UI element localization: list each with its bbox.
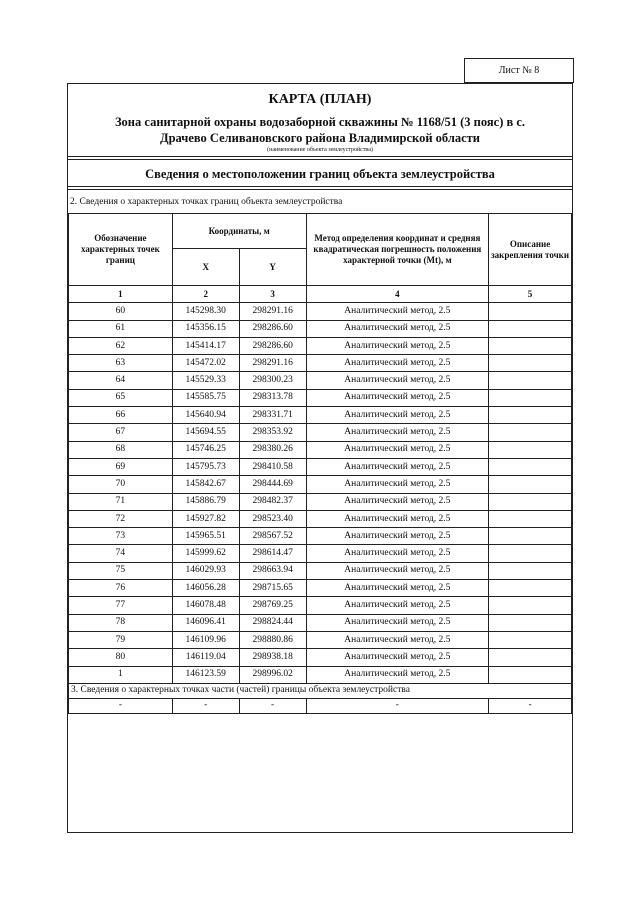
description-cell bbox=[489, 303, 572, 320]
y-coordinate-cell: 298996.02 bbox=[239, 666, 306, 683]
x-coordinate-cell: 146119.04 bbox=[172, 649, 239, 666]
point-id-cell: 67 bbox=[69, 424, 173, 441]
method-cell: Аналитический метод, 2.5 bbox=[306, 303, 489, 320]
x-coordinate-cell: 146056.28 bbox=[172, 580, 239, 597]
y-coordinate-cell: 298567.52 bbox=[239, 528, 306, 545]
y-coordinate-cell: 298880.86 bbox=[239, 631, 306, 648]
point-id-cell: 70 bbox=[69, 476, 173, 493]
section3-cell: - bbox=[239, 698, 306, 713]
description-cell bbox=[489, 528, 572, 545]
point-id-cell: 64 bbox=[69, 372, 173, 389]
x-coordinate-cell: 145529.33 bbox=[172, 372, 239, 389]
x-coordinate-cell: 145414.17 bbox=[172, 337, 239, 354]
x-coordinate-cell: 145298.30 bbox=[172, 303, 239, 320]
point-id-cell: 78 bbox=[69, 614, 173, 631]
y-coordinate-cell: 298331.71 bbox=[239, 407, 306, 424]
header-method: Метод определения координат и средняя квадратическая погрешность положения характерной точки (Mt), м bbox=[306, 214, 489, 286]
description-cell bbox=[489, 562, 572, 579]
col-num-5: 5 bbox=[489, 286, 572, 303]
description-cell bbox=[489, 614, 572, 631]
point-id-cell: 80 bbox=[69, 649, 173, 666]
y-coordinate-cell: 298482.37 bbox=[239, 493, 306, 510]
y-coordinate-cell: 298291.16 bbox=[239, 303, 306, 320]
y-coordinate-cell: 298353.92 bbox=[239, 424, 306, 441]
method-cell: Аналитический метод, 2.5 bbox=[306, 407, 489, 424]
y-coordinate-cell: 298313.78 bbox=[239, 389, 306, 406]
section2-caption: 2. Сведения о характерных точках границ объекта землеустройства bbox=[70, 197, 343, 207]
point-id-cell: 72 bbox=[69, 510, 173, 527]
y-coordinate-cell: 298824.44 bbox=[239, 614, 306, 631]
method-cell: Аналитический метод, 2.5 bbox=[306, 389, 489, 406]
table-row bbox=[69, 614, 572, 631]
map-title: КАРТА (ПЛАН) bbox=[268, 92, 372, 107]
y-coordinate-cell: 298300.23 bbox=[239, 372, 306, 389]
description-cell bbox=[489, 407, 572, 424]
x-coordinate-cell: 145965.51 bbox=[172, 528, 239, 545]
x-coordinate-cell: 145795.73 bbox=[172, 458, 239, 475]
x-coordinate-cell: 145927.82 bbox=[172, 510, 239, 527]
point-id-cell: 79 bbox=[69, 631, 173, 648]
method-cell: Аналитический метод, 2.5 bbox=[306, 597, 489, 614]
method-cell: Аналитический метод, 2.5 bbox=[306, 476, 489, 493]
point-id-cell: 73 bbox=[69, 528, 173, 545]
col-num-3: 3 bbox=[239, 286, 306, 303]
x-coordinate-cell: 146096.41 bbox=[172, 614, 239, 631]
description-cell bbox=[489, 372, 572, 389]
method-cell: Аналитический метод, 2.5 bbox=[306, 649, 489, 666]
y-coordinate-cell: 298663.94 bbox=[239, 562, 306, 579]
point-id-cell: 74 bbox=[69, 545, 173, 562]
table-row bbox=[69, 476, 572, 493]
divider bbox=[67, 159, 573, 160]
description-cell bbox=[489, 666, 572, 683]
table-row bbox=[69, 320, 572, 337]
divider bbox=[67, 186, 573, 187]
header-point: Обозначение характерных точек границ bbox=[69, 214, 173, 286]
y-coordinate-cell: 298444.69 bbox=[239, 476, 306, 493]
section3-caption: 3. Сведения о характерных точках части (частей) границы объекта землеустройства bbox=[69, 683, 572, 698]
table-row bbox=[69, 580, 572, 597]
y-coordinate-cell: 298291.16 bbox=[239, 355, 306, 372]
method-cell: Аналитический метод, 2.5 bbox=[306, 337, 489, 354]
table-row bbox=[69, 510, 572, 527]
description-cell bbox=[489, 476, 572, 493]
y-coordinate-cell: 298938.18 bbox=[239, 649, 306, 666]
object-name-line1: Зона санитарной охраны водозаборной скважины № 1168/51 (3 пояс) в с. bbox=[114, 115, 526, 129]
point-id-cell: 65 bbox=[69, 389, 173, 406]
section-title: Сведения о местоположении границ объекта землеустройства bbox=[145, 167, 495, 181]
point-id-cell: 77 bbox=[69, 597, 173, 614]
divider bbox=[67, 189, 573, 190]
description-cell bbox=[489, 458, 572, 475]
header-y: Y bbox=[239, 249, 306, 286]
y-coordinate-cell: 298410.58 bbox=[239, 458, 306, 475]
method-cell: Аналитический метод, 2.5 bbox=[306, 631, 489, 648]
section3-row bbox=[69, 698, 572, 713]
point-id-cell: 63 bbox=[69, 355, 173, 372]
point-id-cell: 66 bbox=[69, 407, 173, 424]
x-coordinate-cell: 145472.02 bbox=[172, 355, 239, 372]
y-coordinate-cell: 298380.26 bbox=[239, 441, 306, 458]
x-coordinate-cell: 146029.93 bbox=[172, 562, 239, 579]
description-cell bbox=[489, 389, 572, 406]
x-coordinate-cell: 146123.59 bbox=[172, 666, 239, 683]
description-cell bbox=[489, 337, 572, 354]
table-row bbox=[69, 407, 572, 424]
method-cell: Аналитический метод, 2.5 bbox=[306, 441, 489, 458]
section3-cell: - bbox=[306, 698, 489, 713]
divider bbox=[67, 156, 573, 157]
col-num-2: 2 bbox=[172, 286, 239, 303]
table-row bbox=[69, 562, 572, 579]
point-id-cell: 76 bbox=[69, 580, 173, 597]
header-x: X bbox=[172, 249, 239, 286]
method-cell: Аналитический метод, 2.5 bbox=[306, 562, 489, 579]
y-coordinate-cell: 298523.40 bbox=[239, 510, 306, 527]
point-id-cell: 61 bbox=[69, 320, 173, 337]
y-coordinate-cell: 298614.47 bbox=[239, 545, 306, 562]
method-cell: Аналитический метод, 2.5 bbox=[306, 545, 489, 562]
header-coordinates: Координаты, м bbox=[172, 214, 306, 249]
sheet-number: Лист № 8 bbox=[464, 58, 574, 83]
description-cell bbox=[489, 493, 572, 510]
point-id-cell: 60 bbox=[69, 303, 173, 320]
description-cell bbox=[489, 424, 572, 441]
x-coordinate-cell: 145886.79 bbox=[172, 493, 239, 510]
col-num-4: 4 bbox=[306, 286, 489, 303]
table-row bbox=[69, 372, 572, 389]
x-coordinate-cell: 145640.94 bbox=[172, 407, 239, 424]
x-coordinate-cell: 145356.15 bbox=[172, 320, 239, 337]
point-id-cell: 71 bbox=[69, 493, 173, 510]
section3-cell: - bbox=[172, 698, 239, 713]
method-cell: Аналитический метод, 2.5 bbox=[306, 355, 489, 372]
table-row bbox=[69, 303, 572, 320]
point-id-cell: 68 bbox=[69, 441, 173, 458]
description-cell bbox=[489, 355, 572, 372]
y-coordinate-cell: 298286.60 bbox=[239, 337, 306, 354]
table-row bbox=[69, 631, 572, 648]
method-cell: Аналитический метод, 2.5 bbox=[306, 458, 489, 475]
x-coordinate-cell: 145842.67 bbox=[172, 476, 239, 493]
description-cell bbox=[489, 510, 572, 527]
table-row bbox=[69, 528, 572, 545]
description-cell bbox=[489, 631, 572, 648]
table-header-row bbox=[69, 214, 572, 249]
method-cell: Аналитический метод, 2.5 bbox=[306, 528, 489, 545]
description-cell bbox=[489, 580, 572, 597]
object-name-caption: (наименование объекта землеустройства) bbox=[267, 147, 373, 153]
section3-cell: - bbox=[489, 698, 572, 713]
description-cell bbox=[489, 649, 572, 666]
method-cell: Аналитический метод, 2.5 bbox=[306, 510, 489, 527]
table-row bbox=[69, 424, 572, 441]
table-row bbox=[69, 597, 572, 614]
x-coordinate-cell: 145746.25 bbox=[172, 441, 239, 458]
method-cell: Аналитический метод, 2.5 bbox=[306, 493, 489, 510]
y-coordinate-cell: 298769.25 bbox=[239, 597, 306, 614]
table-row bbox=[69, 337, 572, 354]
point-id-cell: 1 bbox=[69, 666, 173, 683]
point-id-cell: 75 bbox=[69, 562, 173, 579]
table-row bbox=[69, 493, 572, 510]
table-row bbox=[69, 441, 572, 458]
table-row bbox=[69, 545, 572, 562]
section3-cell: - bbox=[69, 698, 173, 713]
y-coordinate-cell: 298286.60 bbox=[239, 320, 306, 337]
method-cell: Аналитический метод, 2.5 bbox=[306, 424, 489, 441]
method-cell: Аналитический метод, 2.5 bbox=[306, 580, 489, 597]
x-coordinate-cell: 146109.96 bbox=[172, 631, 239, 648]
description-cell bbox=[489, 597, 572, 614]
method-cell: Аналитический метод, 2.5 bbox=[306, 614, 489, 631]
col-num-1: 1 bbox=[69, 286, 173, 303]
table-row bbox=[69, 389, 572, 406]
table-row bbox=[69, 666, 572, 683]
header-description: Описание закрепления точки bbox=[489, 214, 572, 286]
x-coordinate-cell: 145999.62 bbox=[172, 545, 239, 562]
coordinates-table bbox=[68, 213, 572, 714]
y-coordinate-cell: 298715.65 bbox=[239, 580, 306, 597]
method-cell: Аналитический метод, 2.5 bbox=[306, 320, 489, 337]
table-row bbox=[69, 355, 572, 372]
x-coordinate-cell: 146078.48 bbox=[172, 597, 239, 614]
method-cell: Аналитический метод, 2.5 bbox=[306, 372, 489, 389]
description-cell bbox=[489, 441, 572, 458]
table-row bbox=[69, 458, 572, 475]
method-cell: Аналитический метод, 2.5 bbox=[306, 666, 489, 683]
point-id-cell: 69 bbox=[69, 458, 173, 475]
x-coordinate-cell: 145694.55 bbox=[172, 424, 239, 441]
table-row bbox=[69, 649, 572, 666]
description-cell bbox=[489, 320, 572, 337]
object-name-line2: Драчево Селивановского района Владимирской области bbox=[159, 131, 481, 145]
x-coordinate-cell: 145585.75 bbox=[172, 389, 239, 406]
column-number-row bbox=[69, 286, 572, 303]
description-cell bbox=[489, 545, 572, 562]
point-id-cell: 62 bbox=[69, 337, 173, 354]
